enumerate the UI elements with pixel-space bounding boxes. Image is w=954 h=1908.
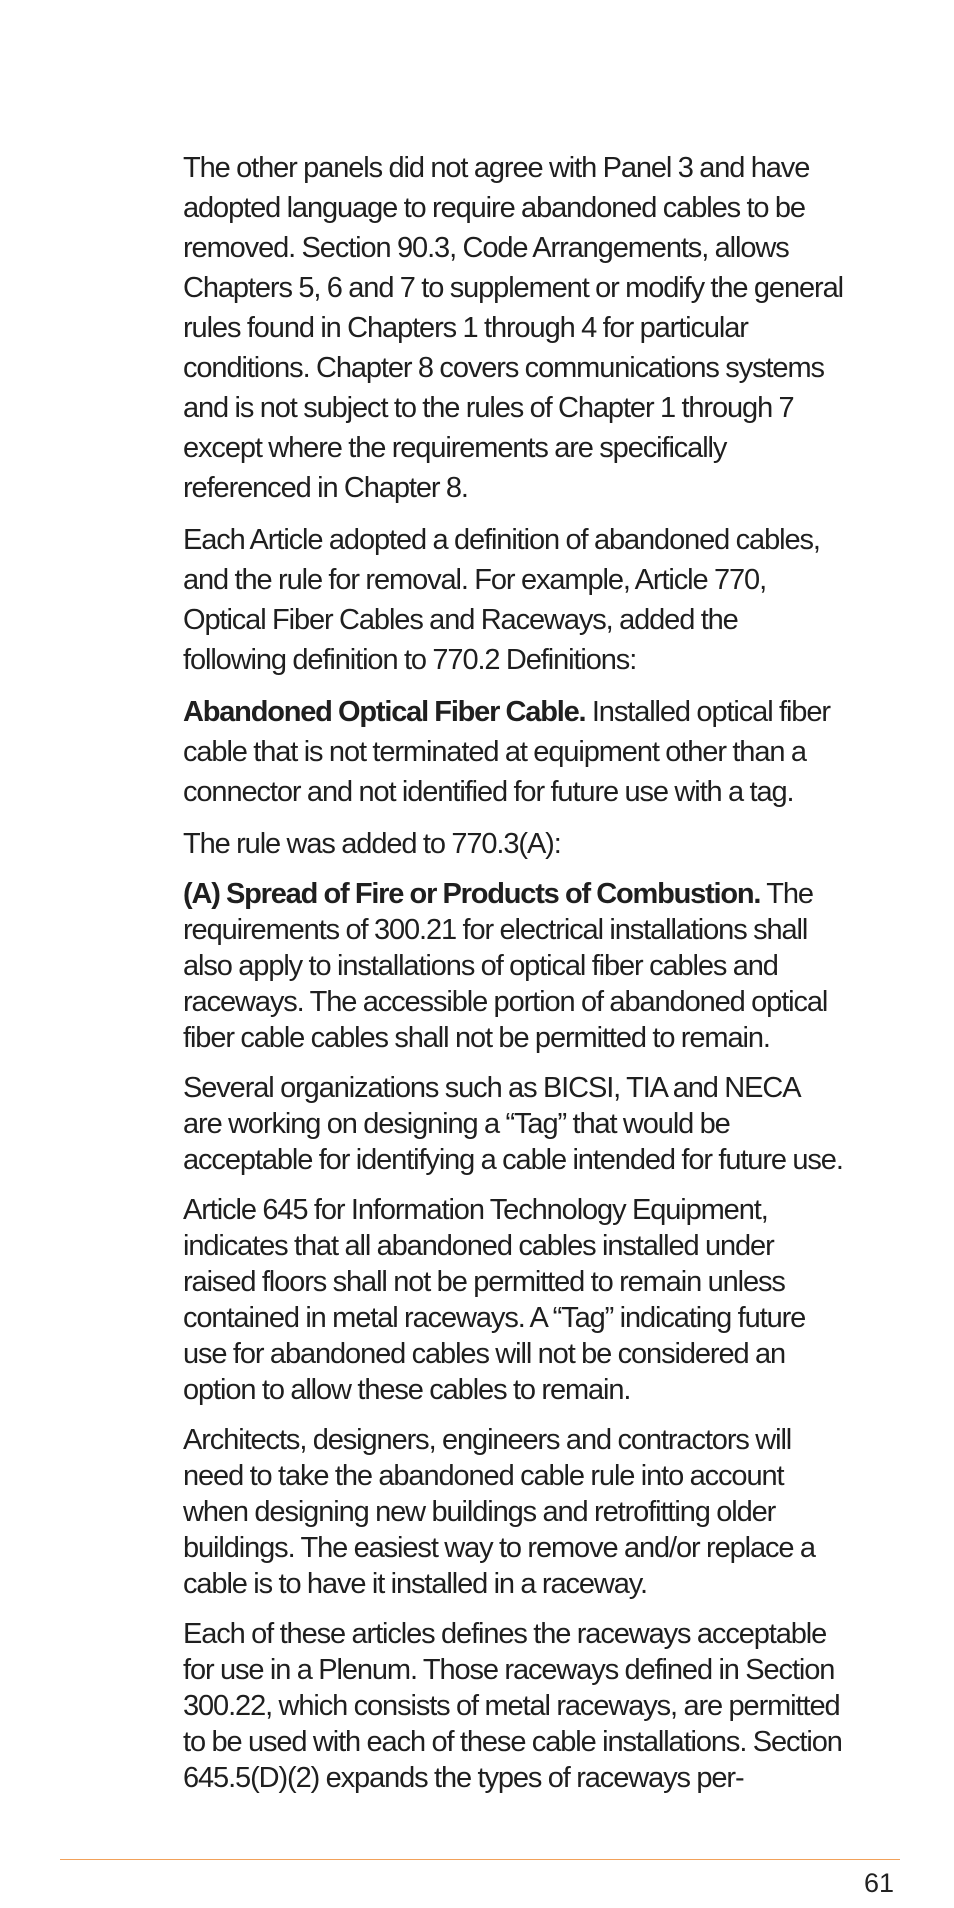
- paragraph-abandoned-optical-fiber-definition: [183, 692, 843, 812]
- paragraph-text: The requirements of 300.21 for electrical installations shall also apply to installations of optical fiber cables and raceways. The accessible portion of abandoned optical fiber cable cables shall not be permitted to remain.: [183, 878, 828, 1054]
- body-text-column: [183, 148, 843, 1810]
- definition-term: Abandoned Optical Fiber Cable.: [183, 696, 586, 728]
- rule-heading: (A) Spread of Fire or Products of Combustion.: [183, 878, 761, 910]
- paragraph-plenum-raceways: [183, 1616, 843, 1796]
- paragraph-tag-organizations: [183, 1070, 843, 1178]
- paragraph-text: The other panels did not agree with Panel 3 and have adopted language to require abandoned cables to be removed. Section 90.3, Code Arrangements, allows Chapters 5, 6 and 7 to supplement or modify the general rules found in Chapters 1 through 4 for particular conditions. Chapter 8 covers communications systems and is not subject to the rules of Chapter 1 through 7 except where the requirements are specifically referenced in Chapter 8.: [183, 152, 843, 504]
- paragraph-spread-of-fire-rule: [183, 876, 843, 1056]
- paragraph-text: Article 645 for Information Technology Equipment, indicates that all abandoned cables installed under raised floors shall not be permitted to remain unless contained in metal raceways. A “Tag” indicating future use for abandoned cables will not be considered an option to allow these cables to remain.: [183, 1194, 806, 1406]
- paragraph-architects-designers: [183, 1422, 843, 1602]
- paragraph-text: The rule was added to 770.3(A):: [183, 828, 561, 860]
- paragraph-text: Each of these articles defines the raceways acceptable for use in a Plenum. Those raceways defined in Section 300.22, which consists of metal raceways, are permitted to be used with each of these cable installations. Section 645.5(D)(2) expands the types of raceways per-: [183, 1618, 842, 1794]
- paragraph-text: Several organizations such as BICSI, TIA and NECA are working on designing a “Tag” that would be acceptable for identifying a cable intended for future use.: [183, 1072, 843, 1176]
- page-number: 61: [863, 1868, 894, 1898]
- paragraph-panels-disagreement: [183, 148, 843, 508]
- paragraph-text: Architects, designers, engineers and contractors will need to take the abandoned cable rule into account when designing new buildings and retrofitting older buildings. The easiest way to remove and/or replace a cable is to have it installed in a raceway.: [183, 1424, 815, 1600]
- paragraph-rule-added: [183, 824, 843, 864]
- paragraph-article-645: [183, 1192, 843, 1408]
- paragraph-article-definitions: [183, 520, 843, 680]
- footer-divider: [60, 1859, 900, 1860]
- paragraph-text: Installed optical fiber cable that is not terminated at equipment other than a connector and not identified for future use with a tag.: [183, 696, 830, 808]
- paragraph-text: Each Article adopted a definition of abandoned cables, and the rule for removal. For example, Article 770, Optical Fiber Cables and Raceways, added the following definition to 770.2 Definitions:: [183, 524, 820, 676]
